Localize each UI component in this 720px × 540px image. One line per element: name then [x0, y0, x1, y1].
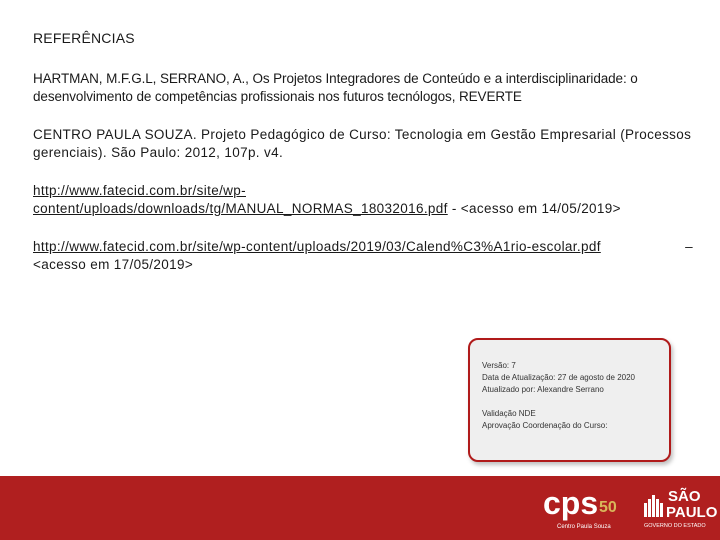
reference-calendario	[33, 238, 693, 274]
manual-normas-link[interactable]: http://www.fatecid.com.br/site/wp- content/uploads/downloads/tg/MANUAL_NORMAS_18032016.pdf	[33, 183, 448, 216]
cps-years: 50	[599, 499, 617, 516]
access-date: <acesso em 17/05/2019>	[33, 257, 194, 272]
sp-logo-line2: PAULO	[666, 504, 718, 521]
reference-line: CENTRO PAULA SOUZA. Projeto Pedagógico de Curso: Tecnologia em Gestão Empresarial (Processos	[33, 127, 692, 142]
page-title: REFERÊNCIAS	[33, 30, 135, 46]
access-date: - <acesso em 14/05/2019>	[447, 201, 621, 216]
version-info-box	[468, 338, 671, 462]
reference-line: HARTMAN, M.F.G.L, SERRANO, A., Os Projetos Integradores de Conteúdo e a interdisciplinaridade: o	[33, 71, 638, 86]
update-date: Data de Atualização: 27 de agosto de 2020	[482, 373, 636, 382]
sp-logo-line1: SÃO	[668, 488, 701, 505]
sao-paulo-emblem-icon	[644, 495, 663, 517]
version-label: Versão: 7	[482, 361, 516, 370]
cps-caption: Centro Paula Souza	[557, 524, 611, 530]
reference-centro-paula-souza	[33, 126, 693, 162]
sao-paulo-logo	[642, 483, 718, 535]
calendario-link[interactable]: http://www.fatecid.com.br/site/wp-content/uploads/2019/03/Calend%C3%A1rio-escolar.pdf	[33, 239, 601, 254]
cps-logo-text: cps	[543, 485, 599, 521]
sp-logo-caption: GOVERNO DO ESTADO	[644, 523, 706, 529]
nde-validation: Validação NDE	[482, 409, 536, 418]
updated-by: Atualizado por: Alexandre Serrano	[482, 385, 604, 394]
reference-line: desenvolvimento de competências profissionais nos futuros tecnólogos, REVERTE	[33, 89, 522, 104]
reference-line: gerenciais). São Paulo: 2012, 107p. v4.	[33, 145, 284, 160]
dash: –	[685, 239, 693, 254]
reference-manual-normas	[33, 182, 693, 218]
cps-logo	[543, 484, 633, 532]
references-section	[33, 30, 693, 294]
reference-hartman	[33, 70, 693, 106]
course-approval: Aprovação Coordenação do Curso:	[482, 421, 608, 430]
